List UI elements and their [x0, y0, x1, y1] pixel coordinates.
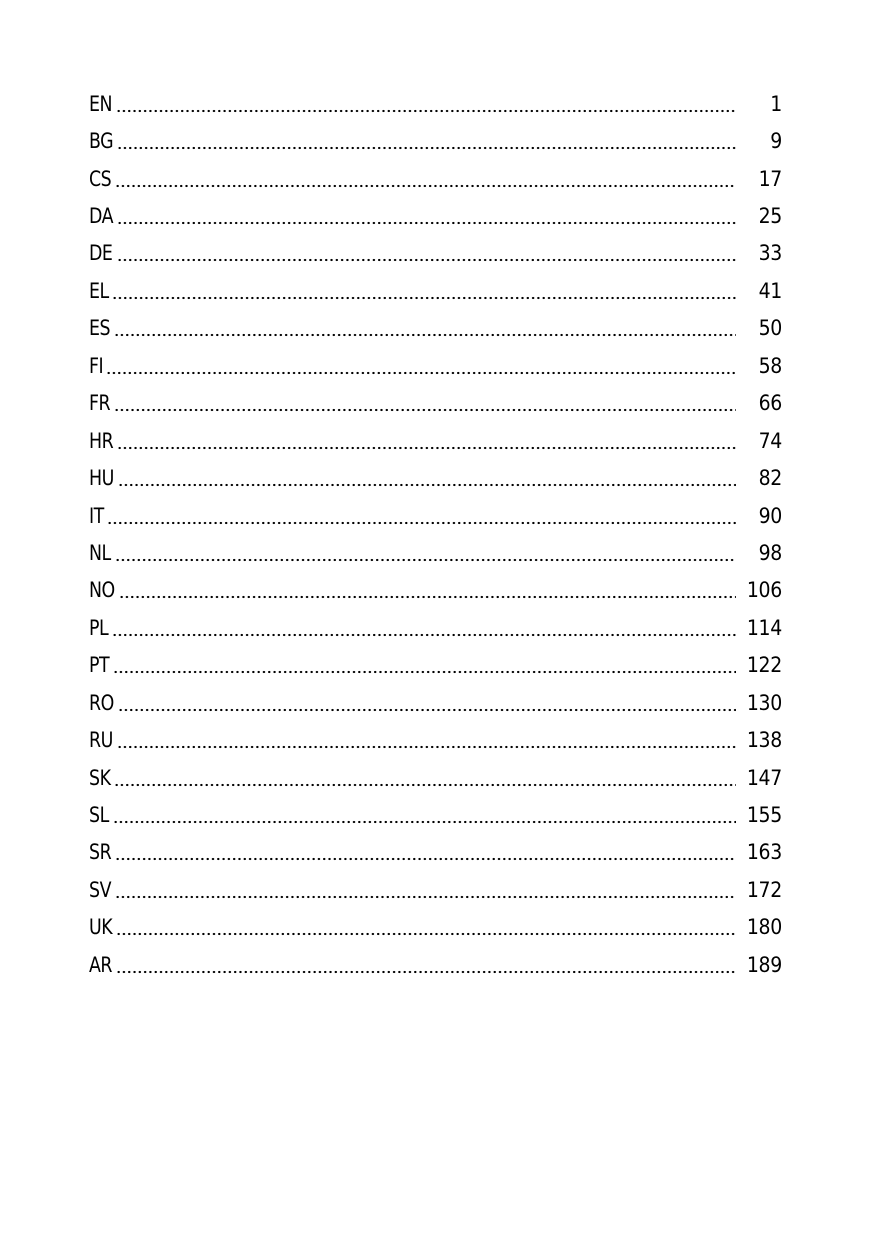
toc-dot-leader: [112, 621, 736, 645]
toc-entry-language-code: SR: [89, 840, 112, 865]
toc-entry-language-code: IT: [89, 503, 104, 528]
toc-entry-pt[interactable]: [89, 647, 786, 684]
toc-dot-leader: [113, 808, 736, 832]
toc-dot-leader: [115, 845, 736, 869]
toc-dot-leader: [117, 246, 737, 270]
toc-entry-page-number: 98: [758, 540, 782, 565]
toc-entry-language-code: SL: [89, 803, 109, 828]
toc-entry-language-code: FR: [89, 391, 111, 416]
toc-entry-language-code: EN: [89, 91, 113, 116]
toc-entry-el[interactable]: [89, 272, 786, 309]
toc-entry-da[interactable]: [89, 197, 786, 234]
toc-entry-language-code: SK: [89, 765, 111, 790]
toc-entry-sk[interactable]: [89, 759, 786, 796]
toc-entry-page-number: 50: [758, 316, 782, 341]
toc-dot-leader: [118, 471, 736, 495]
toc-entry-hu[interactable]: [89, 459, 786, 496]
toc-entry-language-code: HR: [89, 428, 114, 453]
toc-dot-leader: [117, 134, 736, 158]
toc-entry-nl[interactable]: [89, 534, 786, 571]
toc-dot-leader: [118, 696, 736, 720]
toc-entry-it[interactable]: [89, 497, 786, 534]
toc-dot-leader: [107, 509, 736, 533]
toc-dot-leader: [116, 97, 736, 121]
toc-entry-language-code: DE: [89, 241, 113, 266]
toc-entry-page-number: 17: [758, 166, 782, 191]
toc-dot-leader: [106, 359, 736, 383]
toc-entry-language-code: RU: [89, 728, 113, 753]
toc-entry-page-number: 74: [758, 428, 782, 453]
toc-entry-ar[interactable]: [89, 946, 786, 983]
toc-entry-es[interactable]: [89, 310, 786, 347]
toc-entry-cs[interactable]: [89, 160, 786, 197]
toc-entry-page-number: 9: [770, 129, 782, 154]
toc-dot-leader: [114, 321, 736, 345]
toc-entry-page-number: 180: [746, 915, 782, 940]
toc-dot-leader: [115, 546, 736, 570]
toc-dot-leader: [119, 583, 736, 607]
toc-entry-page-number: 130: [746, 690, 782, 715]
toc-entry-page-number: 172: [746, 877, 782, 902]
toc-entry-fr[interactable]: [89, 385, 786, 422]
toc-entry-page-number: 122: [746, 653, 782, 678]
toc-entry-language-code: DA: [89, 204, 114, 229]
toc-entry-bg[interactable]: [89, 122, 786, 159]
toc-entry-page-number: 163: [746, 840, 782, 865]
toc-entry-ru[interactable]: [89, 721, 786, 758]
toc-dot-leader: [115, 172, 736, 196]
toc-entry-page-number: 155: [746, 803, 782, 828]
toc-entry-page-number: 33: [758, 241, 782, 266]
toc-entry-language-code: FI: [89, 353, 104, 378]
toc-entry-language-code: PT: [89, 653, 110, 678]
toc-entry-page-number: 66: [758, 391, 782, 416]
toc-dot-leader: [113, 658, 736, 682]
toc-entry-page-number: 189: [746, 952, 782, 977]
toc-dot-leader: [116, 958, 736, 982]
toc-entry-en[interactable]: [89, 85, 786, 122]
toc-entry-de[interactable]: [89, 235, 786, 272]
toc-entry-language-code: PL: [89, 615, 109, 640]
toc-entry-no[interactable]: [89, 572, 786, 609]
toc-entry-language-code: RO: [89, 690, 114, 715]
toc-entry-uk[interactable]: [89, 909, 786, 946]
toc-entry-language-code: EL: [89, 278, 109, 303]
toc-dot-leader: [114, 771, 736, 795]
toc-dot-leader: [112, 284, 736, 308]
toc-entry-page-number: 90: [758, 503, 782, 528]
toc-dot-leader: [116, 920, 736, 944]
toc-entry-page-number: 147: [746, 765, 782, 790]
toc-entry-language-code: HU: [89, 466, 114, 491]
toc-entry-page-number: 41: [758, 278, 782, 303]
toc-entry-pl[interactable]: [89, 609, 786, 646]
toc-entry-ro[interactable]: [89, 684, 786, 721]
toc-entry-sl[interactable]: [89, 796, 786, 833]
toc-entry-language-code: UK: [89, 915, 113, 940]
toc-entry-hr[interactable]: [89, 422, 786, 459]
toc-dot-leader: [117, 434, 736, 458]
toc-entry-language-code: ES: [89, 316, 111, 341]
toc-entry-page-number: 25: [758, 204, 782, 229]
toc-entry-page-number: 58: [758, 353, 782, 378]
toc-entry-language-code: SV: [89, 877, 112, 902]
toc-entry-page-number: 138: [746, 728, 782, 753]
toc-entry-language-code: BG: [89, 129, 114, 154]
toc-entry-sv[interactable]: [89, 871, 786, 908]
toc-dot-leader: [117, 209, 736, 233]
toc-dot-leader: [114, 396, 736, 420]
toc-entry-language-code: CS: [89, 166, 112, 191]
toc-entry-fi[interactable]: [89, 347, 786, 384]
toc-dot-leader: [117, 733, 736, 757]
toc-entry-page-number: 106: [746, 578, 782, 603]
toc-dot-leader: [115, 883, 736, 907]
toc-entry-page-number: 114: [746, 615, 782, 640]
toc-entry-page-number: 1: [770, 91, 782, 116]
table-of-contents: [89, 85, 786, 984]
toc-entry-language-code: NO: [89, 578, 115, 603]
toc-entry-language-code: AR: [89, 952, 113, 977]
toc-entry-sr[interactable]: [89, 834, 786, 871]
toc-entry-page-number: 82: [758, 466, 782, 491]
toc-entry-language-code: NL: [89, 540, 111, 565]
